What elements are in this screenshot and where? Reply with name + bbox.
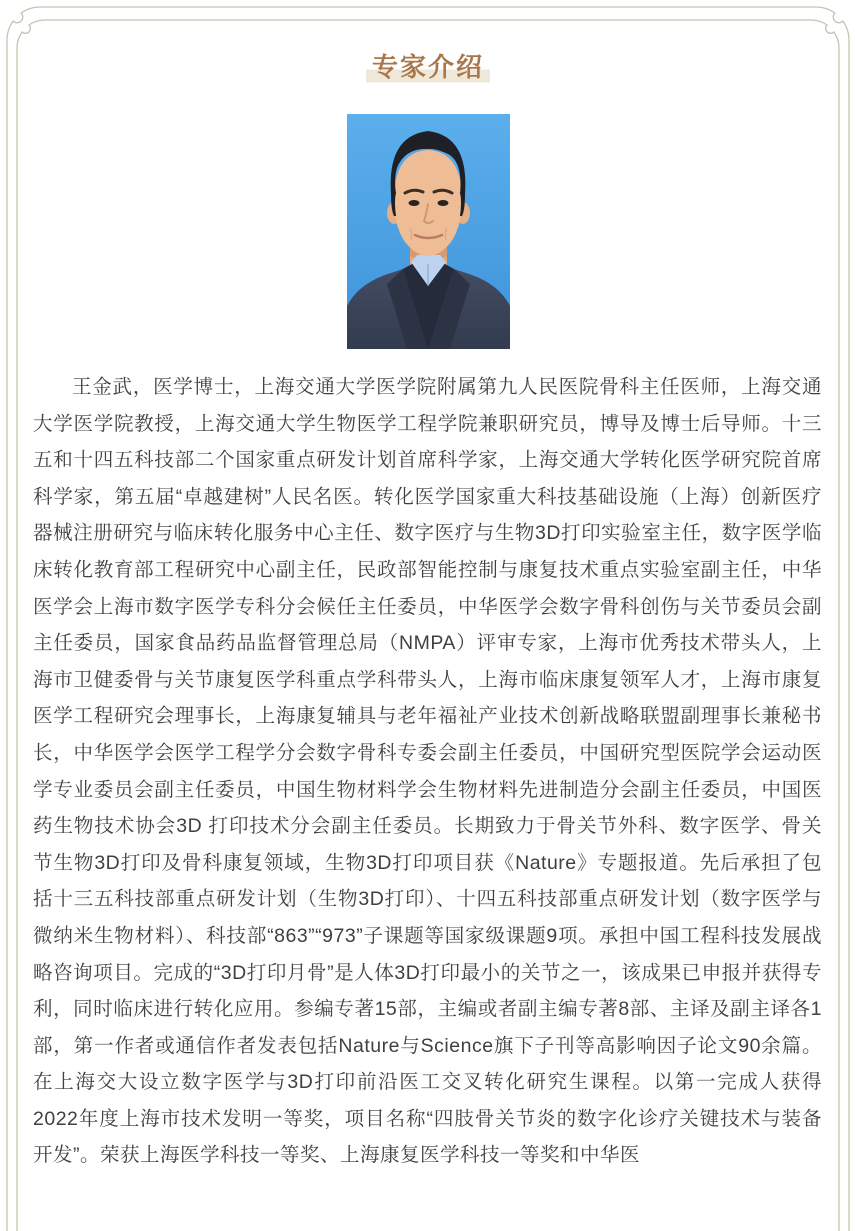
face <box>394 150 462 256</box>
expert-photo <box>347 114 510 349</box>
eye-left <box>408 200 419 206</box>
eye-right <box>437 200 448 206</box>
page-title: 专家介绍 <box>366 50 490 84</box>
section-title <box>0 50 856 84</box>
expert-bio: 王金武，医学博士，上海交通大学医学院附属第九人民医院骨科主任医师，上海交通大学医学院教授，上海交通大学生物医学工程学院兼职研究员，博导及博士后导师。十三五和十四五科技部二个国家重点研发计划首席科学家，上海交通大学转化医学研究院首席科学家，第五届“卓越建树”人民名医。转化医学国家重大科技基础设施（上海）创新医疗器械注册研究与临床转化服务中心主任、数字医疗与生物3D打印实验室主任，数字医学临床转化教育部工程研究中心副主任，民政部智能控制与康复技术重点实验室副主任，中华医学会上海市数字医学专科分会候任主任委员，中华医学会数字骨科创伤与关节委员会副主任委员，国家食品药品监督管理总局（NMPA）评审专家，上海市优秀技术带头人，上海市卫健委骨与关节康复医学科重点学科带头人，上海市临床康复领军人才，上海市康复医学工程研究会理事长，上海康复辅具与老年福祉产业技术创新战略联盟副理事长兼秘书长，中华医学会医学工程学分会数字骨科专委会副主任委员，中国研究型医院学会运动医学专业委员会副主任委员，中国生物材料学会生物材料先进制造分会副主任委员，中国医药生物技术协会3D 打印技术分会副主任委员。长期致力于骨关节外科、数字医学、骨关节生物3D打印及骨科康复领域，生物3D打印项目获《Nature》专题报道。先后承担了包括十三五科技部重点研发计划（生物3D打印）、十四五科技部重点研发计划（数字医学与微纳米生物材料）、科技部“863”“973”子课题等国家级课题9项。承担中国工程科技发展战略咨询项目。完成的“3D打印月骨”是人体3D打印最小的关节之一，该成果已申报并获得专利，同时临床进行转化应用。参编专著15部，主编或者副主编专著8部、主译及副主译各1部，第一作者或通信作者发表包括Nature与Science旗下子刊等高影响因子论文90余篇。在上海交大设立数字医学与3D打印前沿医工交叉转化研究生课程。以第一完成人获得2022年度上海市技术发明一等奖，项目名称“四肢骨关节炎的数字化诊疗关键技术与装备开发”。荣获上海医学科技一等奖、上海康复医学科技一等奖和中华医 <box>33 376 822 1167</box>
